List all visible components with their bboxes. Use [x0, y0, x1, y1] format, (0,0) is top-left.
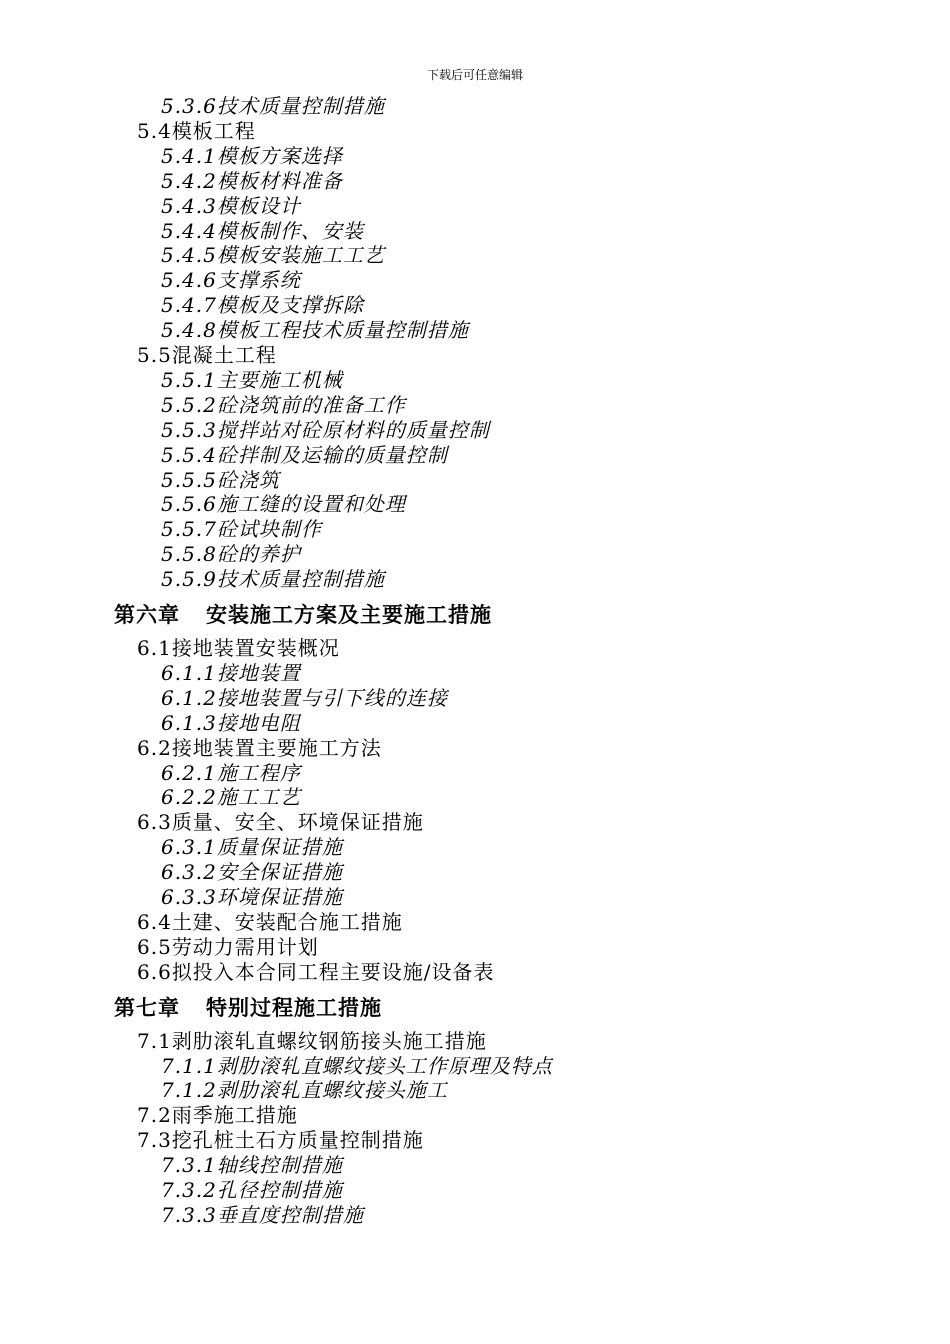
- toc-number: 5.4.8: [161, 318, 217, 343]
- toc-title: 特别过程施工措施: [206, 994, 382, 1020]
- toc-number: 6.6: [137, 959, 172, 984]
- toc-title: 主要施工机械: [216, 367, 343, 392]
- toc-section: [137, 1128, 424, 1153]
- toc-number: 5.5.1: [161, 367, 217, 392]
- toc-title: 挖孔桩土石方质量控制措施: [171, 1128, 424, 1153]
- toc-title: 混凝土工程: [171, 343, 277, 367]
- toc-title: 接地装置安装概况: [171, 636, 340, 660]
- toc-title: 接地电阻: [216, 710, 301, 735]
- toc-subsection: [161, 1053, 553, 1078]
- toc-section: [137, 810, 424, 835]
- toc-number: 7.3.2: [161, 1178, 217, 1202]
- toc-number: 7.2: [137, 1103, 172, 1128]
- toc-subsection: [161, 835, 343, 860]
- toc-title: 雨季施工措施: [171, 1103, 298, 1128]
- toc-number: 5.5.9: [161, 567, 217, 592]
- toc-title: 接地装置与引下线的连接: [216, 685, 448, 710]
- toc-title: 模板安装施工工艺: [216, 243, 385, 268]
- toc-title: 模板设计: [216, 193, 301, 218]
- toc-title: 砼拌制及运输的质量控制: [216, 442, 448, 467]
- toc-chapter: [114, 604, 492, 625]
- toc-subsection: [161, 542, 301, 567]
- toc-number: 6.5: [137, 934, 172, 959]
- toc-subsection: [161, 193, 301, 218]
- toc-subsection: [161, 367, 343, 392]
- toc-number: 5.5: [137, 343, 172, 367]
- toc-subsection: [161, 860, 343, 885]
- toc-subsection: [161, 517, 322, 542]
- toc-subsection: [161, 268, 301, 293]
- toc-number: 6.1.3: [161, 710, 217, 735]
- toc-subsection: [161, 318, 469, 343]
- toc-title: 支撑系统: [216, 268, 301, 293]
- toc-title: 砼的养护: [216, 542, 301, 567]
- toc-number: 5.4.5: [161, 243, 217, 268]
- toc-subsection: [161, 243, 385, 268]
- toc-number: 7.3: [137, 1128, 172, 1153]
- toc-subsection: [161, 567, 385, 592]
- toc-chapter: [114, 994, 382, 1020]
- toc-subsection: [161, 1078, 448, 1103]
- toc-number: 5.4.7: [161, 293, 217, 318]
- toc-subsection: [161, 96, 385, 116]
- toc-subsection: [161, 218, 364, 243]
- toc-number: 7.3.3: [161, 1202, 217, 1227]
- toc-number: 6.2.2: [161, 785, 217, 810]
- toc-section: [137, 118, 256, 143]
- toc-section: [137, 1028, 487, 1053]
- toc-number: 6.1: [137, 636, 172, 660]
- toc-title: 接地装置主要施工方法: [171, 735, 382, 760]
- toc-subsection: [161, 442, 448, 467]
- toc-title: 垂直度控制措施: [216, 1202, 364, 1227]
- toc-subsection: [161, 685, 448, 710]
- toc-subsection: [161, 168, 343, 193]
- toc-number: 6.2.1: [161, 760, 217, 785]
- toc-title: 技术质量控制措施: [216, 94, 385, 118]
- toc-subsection: [161, 417, 490, 442]
- toc-section: [137, 345, 277, 365]
- toc-number: 第六章: [114, 602, 180, 627]
- toc-title: 质量保证措施: [216, 835, 343, 860]
- toc-subsection: [161, 710, 301, 735]
- toc-number: 5.5.5: [161, 467, 217, 492]
- toc-number: 6.3.2: [161, 860, 217, 885]
- toc-title: 拟投入本合同工程主要设施/设备表: [171, 959, 495, 984]
- toc-title: 施工程序: [216, 760, 301, 785]
- toc-title: 砼浇筑: [216, 467, 280, 492]
- toc-number: 7.1.2: [161, 1078, 217, 1103]
- toc-number: 6.3.3: [161, 885, 217, 909]
- toc-number: 6.1.1: [161, 660, 217, 685]
- toc-number: 6.3.1: [161, 835, 217, 860]
- toc-number: 5.4.1: [161, 143, 217, 168]
- toc-title: 施工工艺: [216, 785, 301, 810]
- toc-subsection: [161, 1202, 364, 1227]
- toc-number: 5.5.3: [161, 417, 217, 442]
- toc-title: 模板工程: [171, 118, 256, 143]
- toc-section: [137, 735, 382, 760]
- toc-title: 搅拌站对砼原材料的质量控制: [216, 417, 490, 442]
- toc-title: 质量、安全、环境保证措施: [171, 810, 424, 835]
- toc-title: 轴线控制措施: [216, 1153, 343, 1178]
- toc-subsection: [161, 143, 343, 168]
- page-header: 下载后可任意编辑: [426, 68, 523, 82]
- toc-number: 第七章: [114, 994, 180, 1020]
- toc-title: 安全保证措施: [216, 860, 343, 885]
- toc-title: 劳动力需用计划: [171, 934, 319, 959]
- toc-subsection: [161, 1153, 343, 1178]
- toc-title: 剥肋滚轧直螺纹接头工作原理及特点: [216, 1053, 553, 1078]
- toc-title: 模板材料准备: [216, 168, 343, 193]
- toc-title: 模板制作、安装: [216, 218, 364, 243]
- toc-subsection: [161, 887, 343, 907]
- toc-title: 模板及支撑拆除: [216, 293, 364, 318]
- toc-title: 施工缝的设置和处理: [216, 492, 406, 517]
- toc-title: 环境保证措施: [216, 885, 343, 909]
- toc-number: 5.4.3: [161, 193, 217, 218]
- toc-number: 5.5.6: [161, 492, 217, 517]
- toc-number: 6.3: [137, 810, 172, 835]
- toc-section: [137, 1103, 298, 1128]
- toc-title: 模板工程技术质量控制措施: [216, 318, 469, 343]
- toc-title: 孔径控制措施: [216, 1178, 343, 1202]
- toc-number: 5.4: [137, 118, 172, 143]
- toc-number: 7.1.1: [161, 1053, 217, 1078]
- toc-section: [137, 959, 495, 984]
- toc-subsection: [161, 293, 364, 318]
- toc-title: 土建、安装配合施工措施: [171, 909, 403, 934]
- toc-title: 砼试块制作: [216, 517, 322, 542]
- toc-section: [137, 638, 340, 658]
- toc-number: 5.5.7: [161, 517, 217, 542]
- toc-section: [137, 909, 403, 934]
- toc-subsection: [161, 785, 301, 810]
- toc-number: 6.2: [137, 735, 172, 760]
- toc-number: 7.3.1: [161, 1153, 217, 1178]
- toc-title: 剥肋滚轧直螺纹接头施工: [216, 1078, 448, 1103]
- toc-number: 5.5.8: [161, 542, 217, 567]
- toc-subsection: [161, 467, 280, 492]
- toc-title: 接地装置: [216, 660, 301, 685]
- toc-section: [137, 934, 319, 959]
- toc-title: 安装施工方案及主要施工措施: [206, 602, 492, 627]
- toc-number: 5.5.2: [161, 392, 217, 417]
- toc-number: 6.1.2: [161, 685, 217, 710]
- toc-title: 技术质量控制措施: [216, 567, 385, 592]
- toc-number: 5.4.6: [161, 268, 217, 293]
- toc-number: 7.1: [137, 1028, 172, 1053]
- toc-number: 5.3.6: [161, 94, 217, 118]
- toc-number: 5.5.4: [161, 442, 217, 467]
- toc-subsection: [161, 760, 301, 785]
- toc-subsection: [161, 492, 406, 517]
- toc-subsection: [161, 660, 301, 685]
- toc-subsection: [161, 1180, 343, 1200]
- toc-title: 模板方案选择: [216, 143, 343, 168]
- toc-title: 砼浇筑前的准备工作: [216, 392, 406, 417]
- toc-number: 6.4: [137, 909, 172, 934]
- toc-number: 5.4.2: [161, 168, 217, 193]
- toc-title: 剥肋滚轧直螺纹钢筋接头施工措施: [171, 1028, 487, 1053]
- toc-subsection: [161, 392, 406, 417]
- toc-number: 5.4.4: [161, 218, 217, 243]
